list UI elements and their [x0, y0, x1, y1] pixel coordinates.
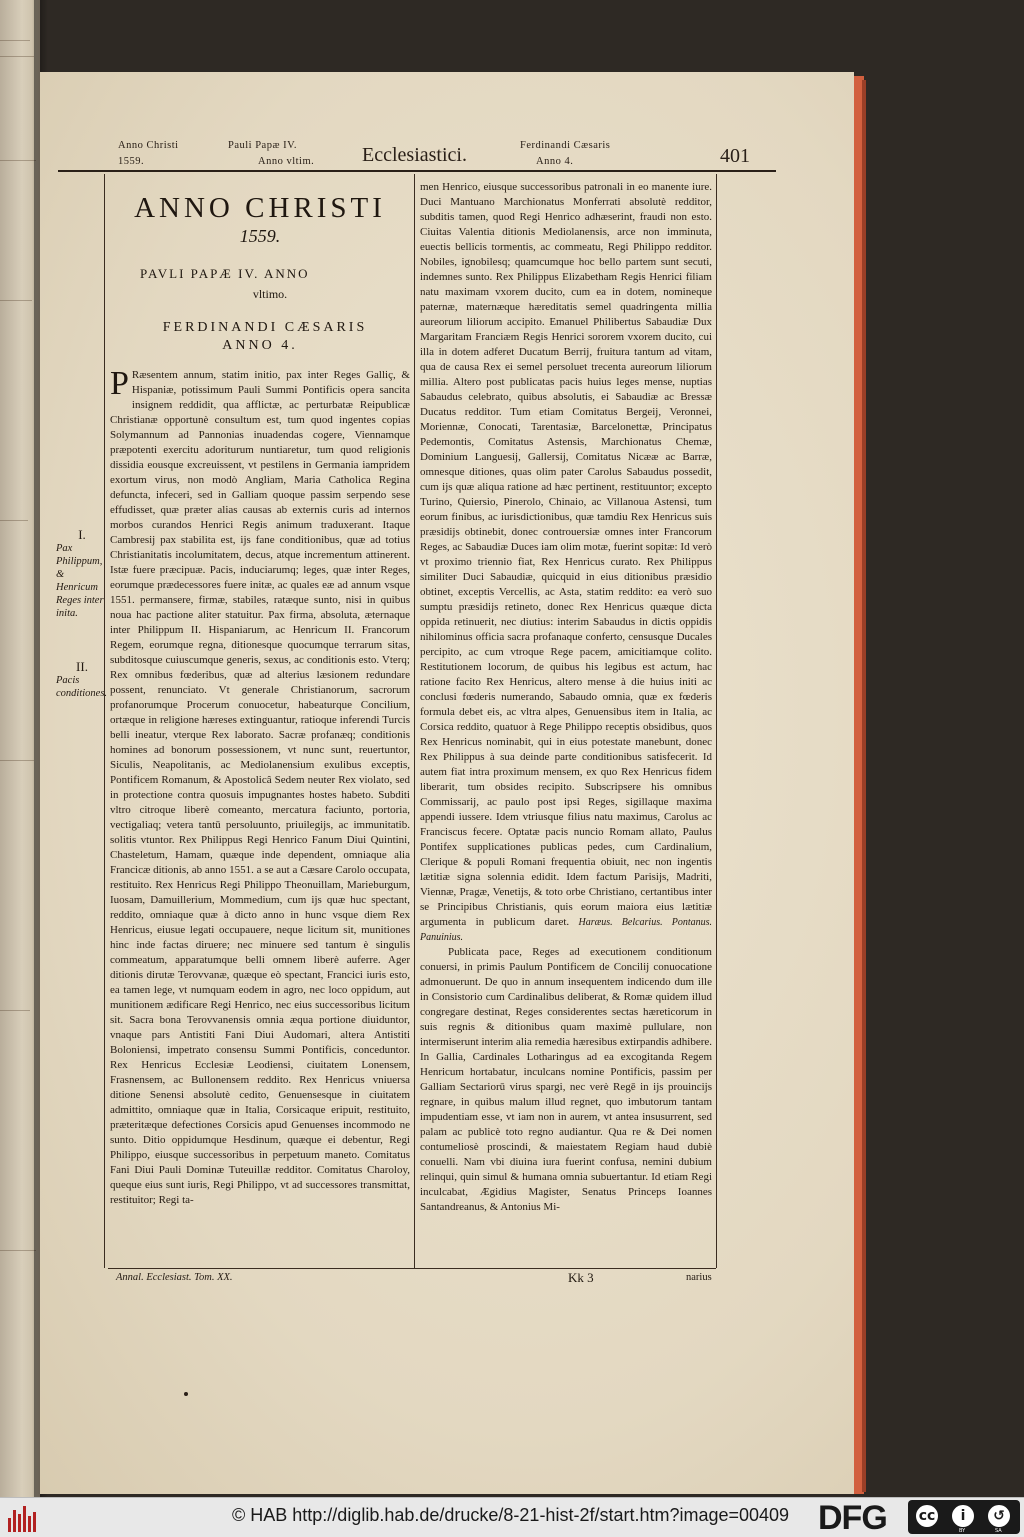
margin-note-text: Pacis conditiones. — [56, 675, 108, 699]
pope-heading-line2: vltimo. — [252, 287, 288, 301]
running-head-right-1: Ferdinandi Cæsaris — [520, 140, 611, 151]
by-icon: i — [950, 1503, 976, 1529]
margin-note-1 — [56, 528, 108, 620]
running-head-center: Ecclesiastici. — [362, 144, 467, 166]
ink-speck — [184, 1392, 188, 1396]
by-label: BY — [959, 1528, 966, 1534]
emperor-heading: FERDINANDI CÆSARIS — [162, 320, 368, 335]
marginal-citation: Haræus. Belcarius. Pontanus. Panuinius. — [420, 917, 712, 943]
page-red-edge-shadow — [862, 80, 866, 1492]
right-paragraph: Publicata pace, Reges ad executionem conditionum conuersi, in primis Paulum Pontificem de Concilij conuocatione admonuerunt. De quo in annum insequentem indicendo dum ille in Consistorio cum Cardinalibus deliberat, & Romæ quidem illud congregare destinat, Reges considerentes sectas hæreticorum in suis regnis & ditionibus quam maximè pullulare, non intermiserunt interim alia remedia hæresibus extirpandis adhibere. In Gallia, Cardinales Lotharingus ad ea excogitanda Regem Henricum hortabatur, inculcans nomine Pontificis, passim per Galliam Sectariorū virus spargi, nec verè Regē in ijs prouincijs regnare, in quibus malum illud regnet, quo imbutorum tantam impudentiam esse, vt iam non in aurem, vt antea insusurrent, sed palam ac publicè toto regno audiantur. Qua re & Dei nomen contumeliosè proscindi, & maiestatem Regiam haud dubiè conuelli. Nam vbi diuina iura fuerint confusa, nemini dubium relinqui, quin simul & humana omnia subuertantur. Id etiam Regi inculcabat, Ægidius Magister, Senatus Princeps Ioannes Santandreanus, & Antonius Mi- — [420, 946, 712, 1213]
margin-note-2 — [56, 660, 108, 700]
running-head-left-2b: Anno vltim. — [258, 156, 315, 167]
footer-rule — [108, 1268, 716, 1269]
right-paragraph: men Henrico, eiusque successoribus patronali in eo manente iure. Duci Mantuano Marchionatus Monferrati absolutè redditor, subditis tamen, quod Regi Henrico adhæserint, fraudi non esto. Ciuitas Valentia ditionis Mediolanensis, arce non imminuta, euectis bellicis tormentis, ac commeatu, Regi Philippo redditor. Nobiles, ignobilesq; quamcumque hoc bello partem sunt secuti, indemnes sunto. Rex Philippus Elizabetham Regis Henrici filiam natu maximam vxorem ducito, cum ea in dotem, nomineque paternæ, maternæque hæreditatis semel quadringenta millia aureorum liliorum accipito. Emanuel Philibertus Sabaudiæ Dux Margaritam Franciæm Regis Henrici sororem vxorem ducito, cui illa in dotem adferet Ducatum Berrij, fruitura tantum ad vitam, qua de causa Rex ei semel persoluet trecenta aureorum liliorum millia. Altero post publicatas pacis huius leges mense, nuptias Sabaudus celebrato, quibus absolutis, ei Sabaudiæ ac Bressæ Ducatus redditor. Tum etiam Comitatus Bergeij, Veronnei, Moriennæ, Conocati, Tarentasiæ, Barcelonettæ, Principatus Pedemontis, Comitatus Astensis, Marchionatus Chemæ, Dominium Languesij, Gallersij, Comitatus Nicææ ac Barræ, omnesque ditiones, quas olim pater Carolus Sabaudus possedit, cum ijs quæ aliqua ratione ad hæc pertinent, restituuntor; excepto Turino, Quiersio, Pinerolo, Chinaio, ac Villanoua Astensi, tum eorum finibus, ac iurisdictionibus, quæ tamdiu Rex Henricus suis præsidijs obtinebit, donec controuersiæ omnes inter Francorum Reges, ac Sabaudiæ Duces iam olim motæ, fuerint sopitæ: Id verò vt proximo triennio fiat, Rex Henricus curato. Rex Philippus similiter Duci Sabaudiæ, quicquid in eius ditionibus præsidio obtinet, exceptis Vercellis, ac Asta, statim reddito: ea verò suo sumptu præsidijs retineto, donec Rex Henricus quæque dicta oppida retinuerit, nec diutius: interim Sabaudus in dictis oppidis nihilominus officia sacra profanaque conferto, censusque Ducales percipito, ac cum vtroque Rege pacem, amicitiamque colito. Restitutionem locorum, de quibus his legibus est actum, hac ratione facito Rex Henricus, altero mense à die huius initi ac conclusi fœderis numerando, Sabaudo omnia, quæ ex fœderis formula debet eis, ac vltra alpes, Genuensibus item in Italia, ac Corsica reddito, quatuor à Rege Philippo receptis obsidibus, quos Rex Henricus nominabit, qui in eius potestate manebunt, donec Rex Philippus à sua deinde parte conditionibus satisfecerit. Id autem fiat intra proximum mensem, ex quo Rex Henricus fidem liberarit, tum obsides recipito. Subscripsere his omnibus Commissarij, ac paulo post ipsi Reges, sigillaque maxima appendi iussere. Idem vtriusque filius natu maximus, Carolus ac Franciscus fecere. Optatæ pacis nuncio Romam allato, Paulus Pontifex supplicationes publicas pedes, cum Cardinalium, Clerique & populi Romani frequentia obiuit, nec non ingentis lætitiæ signa solennia edidit. Idem factum Parisijs, Madriti, Viennæ, Pragæ, Venetijs, & toto orbe Christiano, certantibus inter se Principibus Christianis, quis eorum maiora eius lætitiæ argumenta in publicum daret. — [420, 181, 712, 928]
left-paragraph: Ræsentem annum, statim initio, pax inter Reges Galliç, & Hispaniæ, potissimum Pauli Summi Pontificis opera sancita insignem reddidit, qua afflictæ, ac perturbatæ Reipublicæ Christianæ opportunè consultum est, tum quod ingentes copias Solymannum ad Pannonias inuadendas cogere, Viennamque præpotenti exercitu adoriturum nuntiaretur, tum quod religionis dissidia eousque excreuissent, vt pestilens in Germania iampridem exortum virus, non modò Angliam, Maria Catholica Regina defuncta, infeceri, sed in Galliam quoque passim serpendo sese effudisset, quæ præter alias causas ab externis curis ad internos morbos curandos Henrici Regis animum traduxerant. Itaque Cambresij pax stabilita est, ijs fane conditionibus, quæ ad totius Christianitatis incolumitatem, decus, atque incrementum attinerent. Istæ fuere præcipuæ. Pacis, induciarumq; leges, quæ inter Reges, eorumque prædecessores fuere initæ, ac quales eæ ad annum vsque 1551. permansere, firmæ, stabiles, ratæque sunto, nisi in quibus noua hac pactione aliter statuitur. Pax firma, absoluta, æternaque inter Philippum II. Hispaniarum, ac Henricum II. Francorum Regem, eorumque regna, ditionesque quocumque terrarum sitas, subditosque cuiuscumque generis, sexus, ac conditionis esto. Vterq; Rex omnibus fœderibus, quæ ad alterius læsionem redundare possent, renunciato. Vt generale Christianorum, sacrorum profanorumque Procerum conuocetur, habeaturque Concilium, ortæque in religione hæreses extinguantur, ratioque inferendi Turcis belli ineatur, vterque Rex laborato. Sacræ profanæq; conditionis homines ad bonorum possessionem, vt nunc sunt, reuertuntor, Siculis, Neapolitanis, ac Mediolanensium exulibus exceptis, Pontificem Romanum, & Apostolicâ Sedem neuter Rex violato, sed in protectione contra quosuis impugnantes hostes habeto. Subditi vltro citroque liberè comeanto, mercatura faciunto, portoria, vectigaliaq; vetera tantū persoluunto, priuilegijs, ac immunitatib. solitis vtuntor. Rex Philippus Regi Henrico Fanum Diui Quintini, Chasteletum, Hamam, quæque inde dependent, omniaque alia Francicæ ditionis, ab anno 1551. a se aut a Cæsare Carolo occupata, restituito. Rex Henricus Regi Philippo Theonuillam, Marieburgum, Iuosam, Damuillerium, Mommedium, cum ijs quæ huc spectant, reddito, omniaque quæ à dicto anno in hunc vsque diem Rex Henricus, eiusue legati occupauere, neque licitum sit, munitiones hinc inde factas diruere; nec minuere sed tantum è singulis commeatum, apparatumque belli omnem liberè auferre. Ager ditionis dirutæ Terovvanæ, quæque eò spectant, Francici iuris esto, ea tamen lege, vt numquam eodem in agro, nec loco oppidum, aut munitionem ædificare Regi Henrico, nec eius successoribus licitum sit. Sacra bona Terovvanensis omnia æqua portione diuiduntor, vnaque pars Antistiti Fani Diui Audomari, altera Antistiti Boloniensi, impetrato consensu Summi Pontificis, conceduntor. Rex Henricus Ecclesiæ Leodiensi, ciuitatem Lonensem, Frasnensem, ac Bullonensem reddito. Rex Henricus vniuersa ditione Senensi absolutè cedito, Genuensesque in ciuitatem admittito, omniaque quæ in Italia, Corsicaque eripuit, restituito, præteritæque defectiones Corsicis apud Genuenses incommodo ne sunto. Ditio oppidumque Hesdinum, quæque ei debentur, Regi Philippo, eiusque successoribus in perpetuum maneto. Comitatus Fani Diui Pauli Dominæ Tuteuillæ redditor. Comitatus Charoloy, queque eius sunt iuris, Regi Philippo, vt ad successores transmittat, restituitor; Regi ta- — [110, 369, 410, 1206]
running-head-left-2: 1559. — [118, 156, 145, 167]
left-column-text — [110, 368, 410, 1266]
dfg-logo: DFG — [818, 1499, 887, 1537]
emperor-heading-line2: ANNO 4. — [222, 338, 298, 353]
margin-note-number: II. — [76, 659, 88, 674]
sa-label: SA — [995, 1528, 1002, 1534]
margin-note-text: Pax Philippum, & Henricum Reges inter inita. — [56, 543, 104, 619]
permalink[interactable]: © HAB http://diglib.hab.de/drucke/8-21-hist-2f/start.htm?image=00409 — [232, 1505, 790, 1525]
page-number: 401 — [720, 145, 750, 167]
pope-heading: PAVLI PAPÆ IV. ANNO — [140, 266, 310, 281]
signature-mark: Kk 3 — [568, 1270, 594, 1285]
running-head-right-2: Anno 4. — [536, 156, 574, 167]
margin-note-number: I. — [78, 527, 86, 542]
cc-icon: cc — [914, 1503, 940, 1529]
drop-cap: P — [110, 368, 129, 402]
footer-title: Annal. Ecclesiast. Tom. XX. — [116, 1272, 233, 1283]
hab-logo-icon[interactable] — [6, 1504, 40, 1532]
right-frame-rule — [716, 174, 717, 1268]
sa-icon: ↺ — [986, 1503, 1012, 1529]
year-heading: ANNO CHRISTI — [134, 192, 386, 224]
column-divider-rule — [414, 174, 415, 1268]
header-rule — [58, 170, 776, 172]
year-number: 1559. — [239, 226, 281, 246]
catchword: narius — [686, 1272, 712, 1283]
right-column-text — [420, 180, 712, 1266]
running-head-left-1b: Pauli Papæ IV. — [228, 140, 297, 151]
cc-license-badge[interactable] — [908, 1500, 1020, 1534]
running-head-left-1: Anno Christi — [118, 140, 179, 151]
left-frame-rule — [104, 174, 105, 1268]
